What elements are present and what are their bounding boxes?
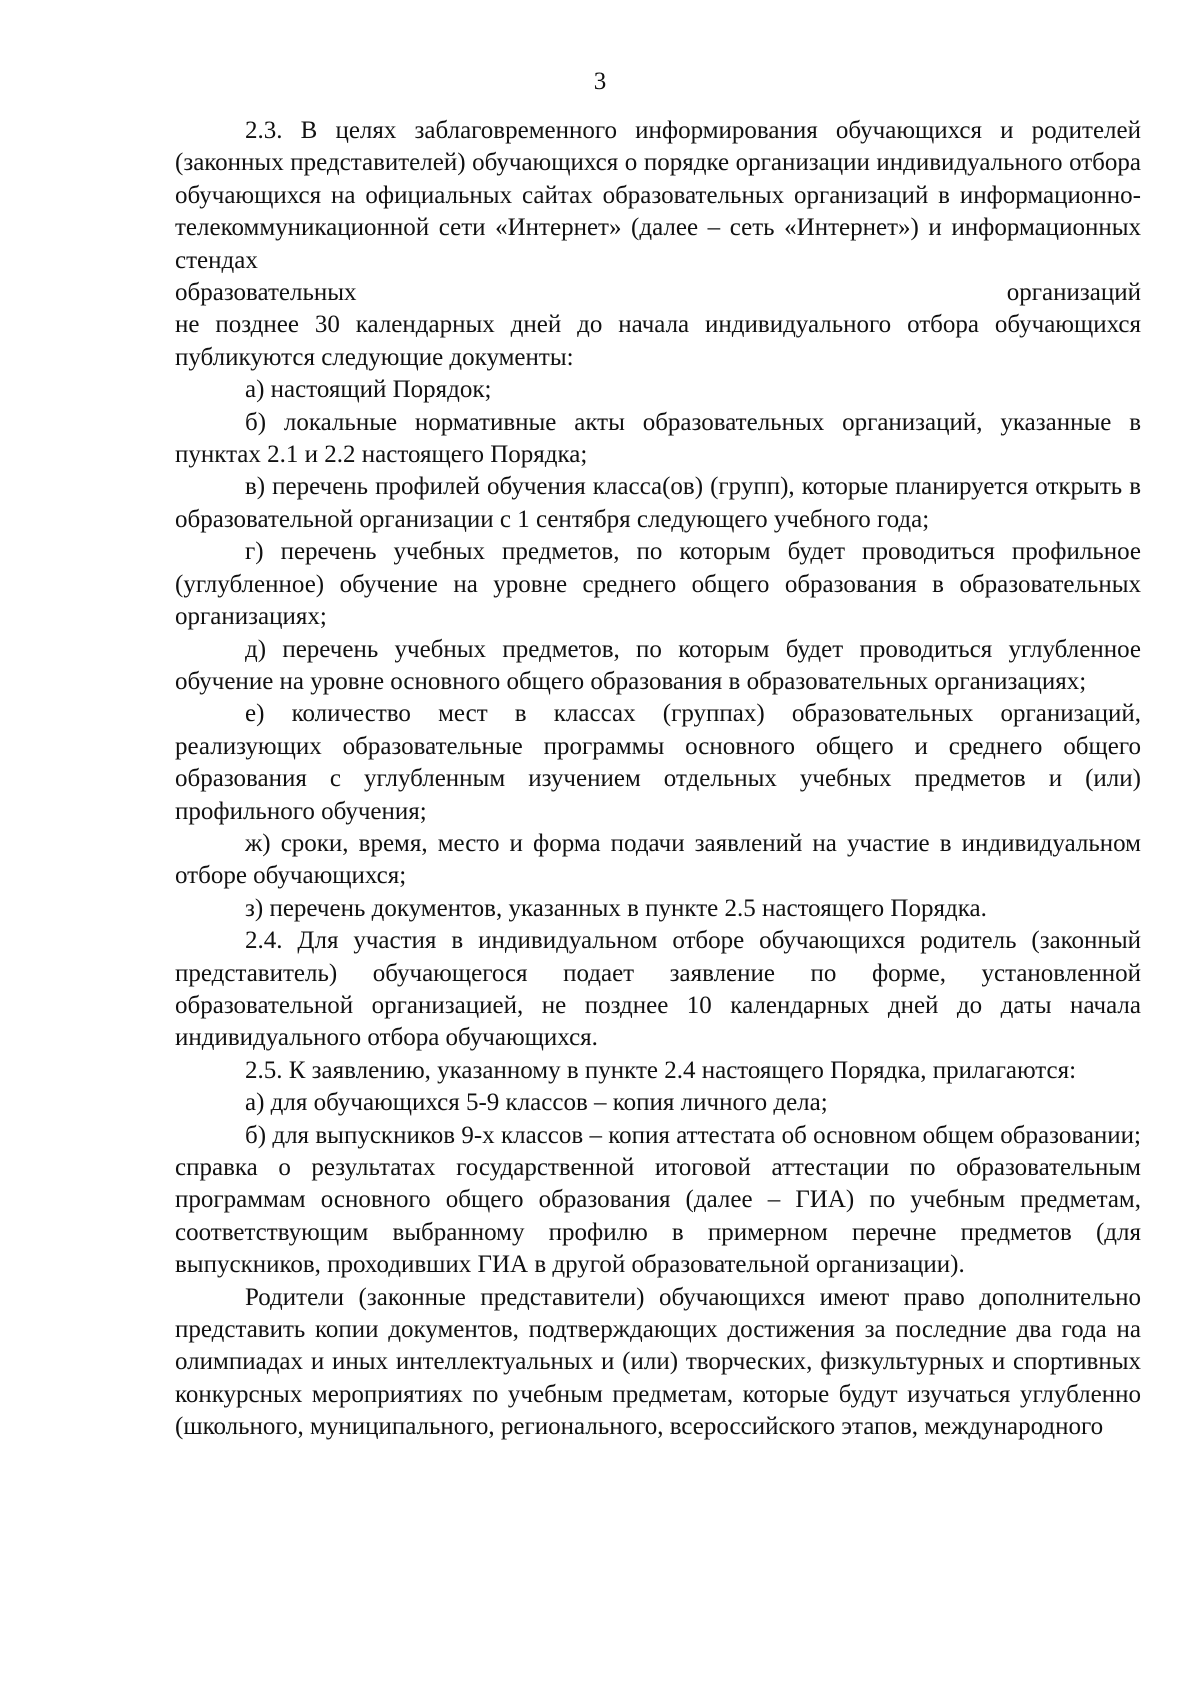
list-item-g: г) перечень учебных предметов, по которым будет проводиться профильное (углубленное) обучение на уровне среднего общего образования в образовательных организациях; (175, 538, 1141, 631)
list-item-zh: ж) сроки, время, место и форма подачи заявлений на участие в индивидуальном отборе обучающихся; (175, 829, 1141, 890)
paragraph-2-3-split-line (175, 277, 1141, 309)
split-line-left: образовательных (175, 279, 357, 307)
paragraph-2-5: 2.5. К заявлению, указанному в пункте 2.4 настоящего Порядка, прилагаются: (245, 1056, 1077, 1084)
page-number: 3 (593, 68, 607, 95)
split-line-right: организаций (1006, 279, 1141, 307)
list-item-2-5-b: б) для выпускников 9-х классов – копия аттестата об основном общем образовании; справка о результатах государственной итоговой аттестации по образовательным программам основного общего образования (далее – ГИА) по учебным предметам, соответствующим выбранному профилю в примерном перечне предметов (для выпускников, проходивших ГИА в другой образовательной организации). (175, 1121, 1141, 1279)
document-body (175, 115, 1141, 1444)
list-item-d: д) перечень учебных предметов, по которым будет проводиться углубленное обучение на уровне основного общего образования в образовательных организациях; (175, 635, 1141, 695)
list-item-e: е) количество мест в классах (группах) образовательных организаций, реализующих образовательные программы основного общего и среднего общего образования с углубленным изучением отдельных учебных предметов и (или) профильного обучения; (175, 700, 1141, 825)
list-item-v: в) перечень профилей обучения класса(ов) (групп), которые планируется открыть в образовательной организации с 1 сентября следующего учебного года; (175, 473, 1141, 533)
paragraph-2-3-intro: 2.3. В целях заблаговременного информирования обучающихся и родителей (законных представителей) обучающихся о порядке организации индивидуального отбора обучающихся на официальных сайтах образовательных организаций в информационно-телекоммуникационной сети «Интернет» (далее – сеть «Интернет») и информационных стендах (175, 117, 1141, 274)
list-item-a: а) настоящий Порядок; (245, 376, 492, 404)
list-item-2-5-a: а) для обучающихся 5-9 классов – копия личного дела; (245, 1089, 828, 1117)
paragraph-2-4: 2.4. Для участия в индивидуальном отборе обучающихся родитель (законный представитель) обучающегося подает заявление по форме, установленной образовательной организацией, не позднее 10 календарных дней до даты начала индивидуального отбора обучающихся. (175, 927, 1141, 1052)
paragraph-parents-rights: Родители (законные представители) обучающихся имеют право дополнительно представить копии документов, подтверждающих достижения за последние два года на олимпиадах и иных интеллектуальных и (или) творческих, физкультурных и спортивных конкурсных мероприятиях по учебным предметам, которые будут изучаться углубленно (школьного, муниципального, регионального, всероссийского этапов, международного (175, 1283, 1141, 1441)
list-item-z: з) перечень документов, указанных в пункте 2.5 настоящего Порядка. (245, 894, 987, 922)
list-item-b: б) локальные нормативные акты образовательных организаций, указанные в пунктах 2.1 и 2.2 настоящего Порядка; (175, 408, 1141, 469)
paragraph-2-3-continuation: не позднее 30 календарных дней до начала индивидуального отбора обучающихся публикуются следующие документы: (175, 311, 1141, 371)
